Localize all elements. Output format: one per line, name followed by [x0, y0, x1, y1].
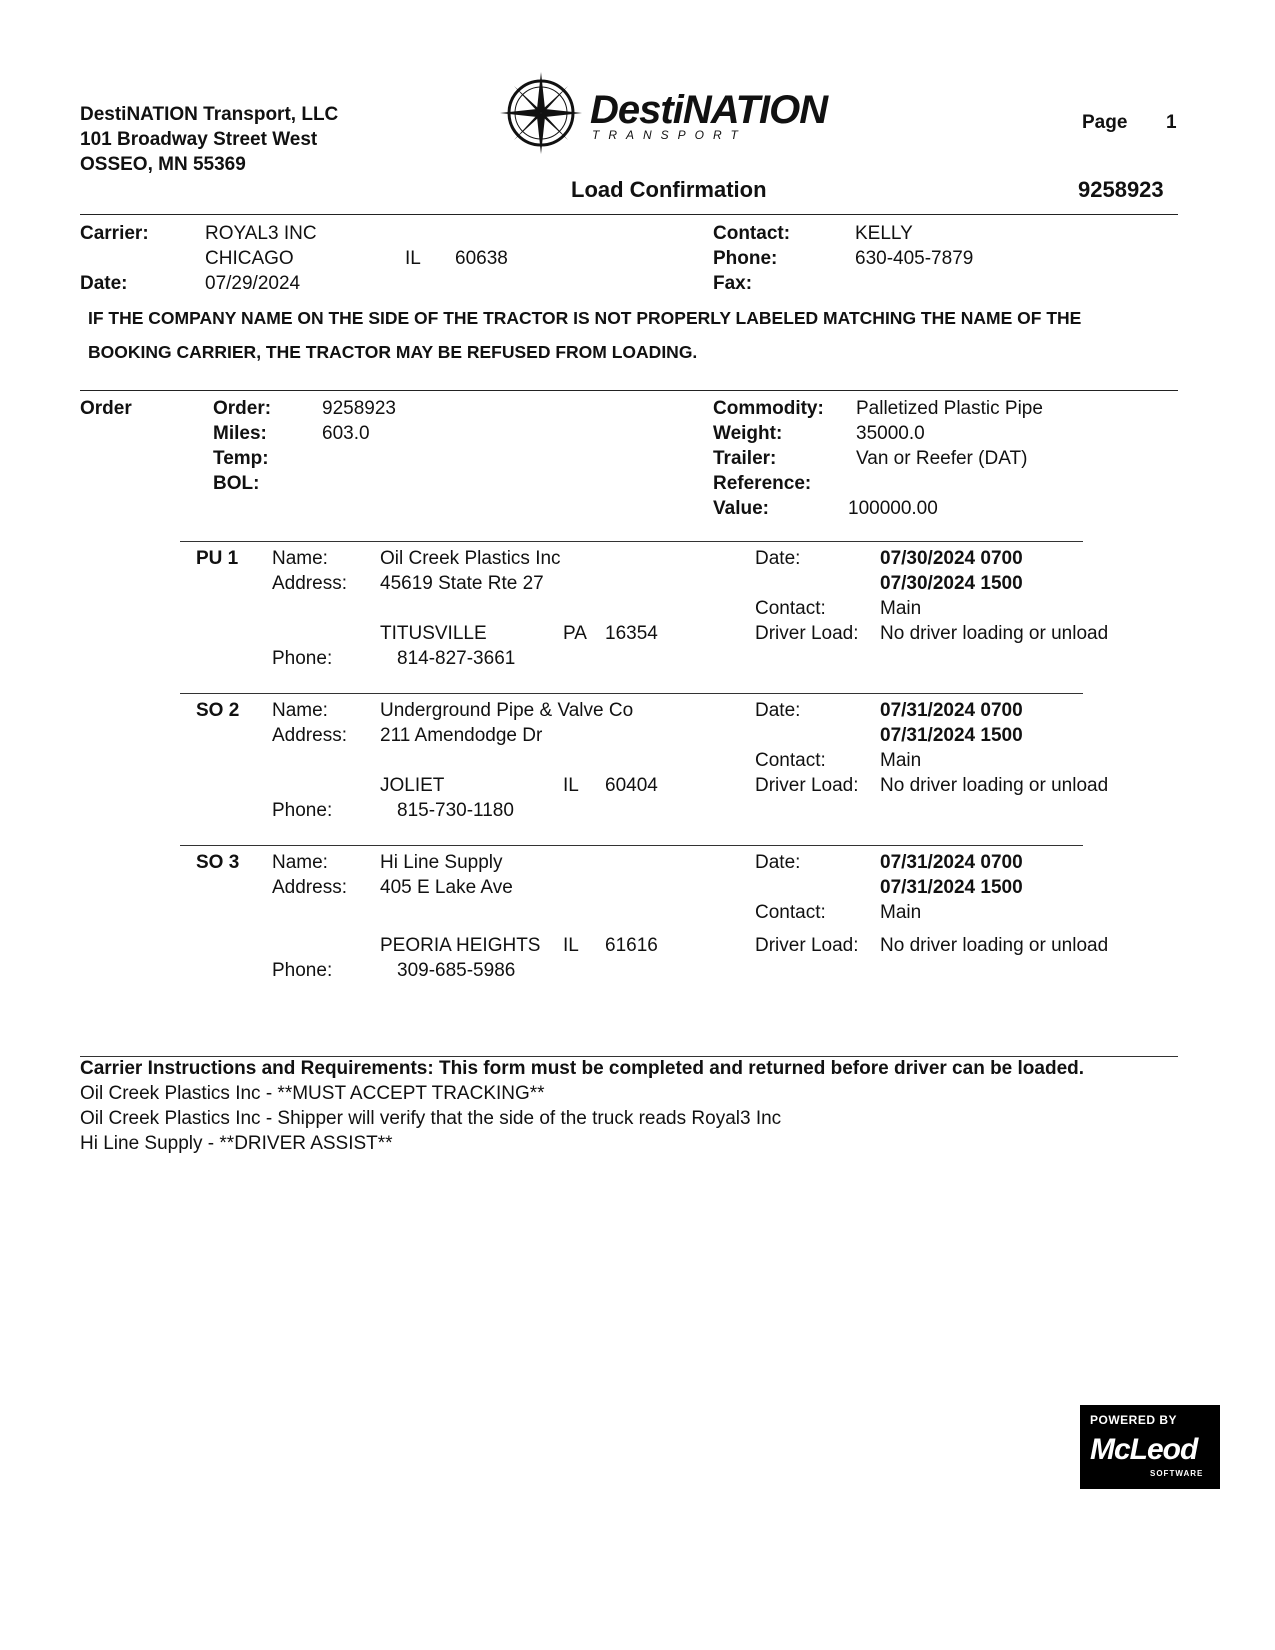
stop-date-label: Date:	[755, 700, 801, 721]
order-section-label: Order	[80, 398, 132, 419]
order-trailer: Van or Reefer (DAT)	[856, 448, 1028, 469]
stop-contact-label: Contact:	[755, 598, 826, 619]
order-miles-label: Miles:	[213, 423, 267, 444]
stop-driver-load-label: Driver Load:	[755, 775, 859, 796]
stop-date-start: 07/30/2024 0700	[880, 548, 1023, 569]
stop-zip: 16354	[605, 623, 658, 644]
stop-code: SO 2	[196, 700, 240, 721]
stop-city: PEORIA HEIGHTS	[380, 935, 541, 956]
warning-line-2: BOOKING CARRIER, THE TRACTOR MAY BE REFUSED FROM LOADING.	[88, 342, 698, 362]
carrier-city: CHICAGO	[205, 248, 294, 269]
carrier-phone: 630-405-7879	[855, 248, 974, 269]
stop-driver-load: No driver loading or unload	[880, 775, 1109, 796]
stop-date-label: Date:	[755, 852, 801, 873]
stop-state: IL	[563, 775, 579, 796]
carrier-date-label: Date:	[80, 273, 128, 294]
carrier-fax-label: Fax:	[713, 273, 753, 294]
confirmation-number: 9258923	[1078, 177, 1164, 202]
warning-line-1: IF THE COMPANY NAME ON THE SIDE OF THE TRACTOR IS NOT PROPERLY LABELED MATCHING THE NAME OF THE	[88, 308, 1082, 328]
order-value: 100000.00	[848, 498, 938, 519]
instruction-line: Oil Creek Plastics Inc - Shipper will verify that the side of the truck reads Royal3 Inc	[80, 1108, 782, 1129]
order-miles: 603.0	[322, 423, 370, 444]
carrier-name: ROYAL3 INC	[205, 223, 317, 244]
page-label: Page	[1082, 112, 1128, 133]
stop-contact: Main	[880, 902, 922, 923]
order-commodity-label: Commodity:	[713, 398, 824, 419]
company-name: DestiNATION Transport, LLC	[80, 104, 339, 125]
stop-state: IL	[563, 935, 579, 956]
stop-city: TITUSVILLE	[380, 623, 487, 644]
stop-address: 211 Amendodge Dr	[380, 725, 543, 746]
stop-state: PA	[563, 623, 587, 644]
order-commodity: Palletized Plastic Pipe	[856, 398, 1043, 419]
stop-code: PU 1	[196, 548, 239, 569]
carrier-zip: 60638	[455, 248, 508, 269]
stop-date-end: 07/30/2024 1500	[880, 573, 1023, 594]
stop-date-end: 07/31/2024 1500	[880, 725, 1023, 746]
stop-phone-label: Phone:	[272, 960, 333, 981]
carrier-contact: KELLY	[855, 223, 913, 244]
stop-date-label: Date:	[755, 548, 801, 569]
stop-driver-load: No driver loading or unload	[880, 623, 1109, 644]
stop-divider	[180, 845, 1083, 846]
stop-date-start: 07/31/2024 0700	[880, 852, 1023, 873]
stop-name-label: Name:	[272, 852, 328, 873]
carrier-contact-label: Contact:	[713, 223, 791, 244]
compass-rose-icon	[498, 70, 584, 156]
stop-contact: Main	[880, 598, 922, 619]
stop-name: Underground Pipe & Valve Co	[380, 700, 634, 721]
stop-code: SO 3	[196, 852, 240, 873]
stop-name: Oil Creek Plastics Inc	[380, 548, 561, 569]
stop-driver-load-label: Driver Load:	[755, 935, 859, 956]
stop-phone: 309-685-5986	[397, 960, 516, 981]
stop-city: JOLIET	[380, 775, 445, 796]
stop-contact: Main	[880, 750, 922, 771]
powered-by-badge	[1080, 1405, 1220, 1489]
stop-name-label: Name:	[272, 700, 328, 721]
instructions-heading: Carrier Instructions and Requirements: This form must be completed and returned before driver can be loaded.	[80, 1058, 1085, 1079]
stop-phone-label: Phone:	[272, 800, 333, 821]
stop-zip: 61616	[605, 935, 658, 956]
stop-contact-label: Contact:	[755, 750, 826, 771]
stop-phone: 815-730-1180	[397, 800, 514, 821]
mcleod-sublabel: SOFTWARE	[1150, 1469, 1204, 1478]
order-divider	[80, 390, 1178, 391]
stop-driver-load-label: Driver Load:	[755, 623, 859, 644]
stop-address: 405 E Lake Ave	[380, 877, 513, 898]
stop-address: 45619 State Rte 27	[380, 573, 544, 594]
order-trailer-label: Trailer:	[713, 448, 777, 469]
instruction-line: Hi Line Supply - **DRIVER ASSIST**	[80, 1133, 393, 1154]
order-temp-label: Temp:	[213, 448, 269, 469]
stop-address-label: Address:	[272, 725, 347, 746]
carrier-date: 07/29/2024	[205, 273, 301, 294]
stop-date-end: 07/31/2024 1500	[880, 877, 1023, 898]
order-value-label: Value:	[713, 498, 769, 519]
order-bol-label: BOL:	[213, 473, 260, 494]
carrier-phone-label: Phone:	[713, 248, 778, 269]
stop-phone: 814-827-3661	[397, 648, 516, 669]
document-title: Load Confirmation	[571, 177, 767, 202]
stop-contact-label: Contact:	[755, 902, 826, 923]
stop-name: Hi Line Supply	[380, 852, 503, 873]
instructions-divider	[80, 1056, 1178, 1057]
carrier-label: Carrier:	[80, 223, 149, 244]
order-reference-label: Reference:	[713, 473, 812, 494]
stop-address-label: Address:	[272, 877, 347, 898]
stop-date-start: 07/31/2024 0700	[880, 700, 1023, 721]
order-number-label: Order:	[213, 398, 272, 419]
instruction-line: Oil Creek Plastics Inc - **MUST ACCEPT TRACKING**	[80, 1083, 545, 1104]
order-weight-label: Weight:	[713, 423, 783, 444]
logo-subtext: TRANSPORT	[592, 128, 747, 142]
company-address-line2: OSSEO, MN 55369	[80, 154, 246, 175]
company-address-line1: 101 Broadway Street West	[80, 129, 318, 150]
page-number: 1	[1166, 112, 1177, 133]
carrier-state: IL	[405, 248, 421, 269]
order-weight: 35000.0	[856, 423, 925, 444]
stop-driver-load: No driver loading or unload	[880, 935, 1109, 956]
stop-name-label: Name:	[272, 548, 328, 569]
stop-phone-label: Phone:	[272, 648, 333, 669]
stop-address-label: Address:	[272, 573, 347, 594]
logo-wordmark: DestiNATION	[590, 88, 828, 132]
order-number: 9258923	[322, 398, 396, 419]
mcleod-logo: McLeod	[1090, 1433, 1198, 1466]
powered-by-label: POWERED BY	[1090, 1413, 1178, 1427]
stop-zip: 60404	[605, 775, 658, 796]
stop-divider	[180, 541, 1083, 542]
stop-divider	[180, 693, 1083, 694]
header-divider	[80, 214, 1178, 215]
